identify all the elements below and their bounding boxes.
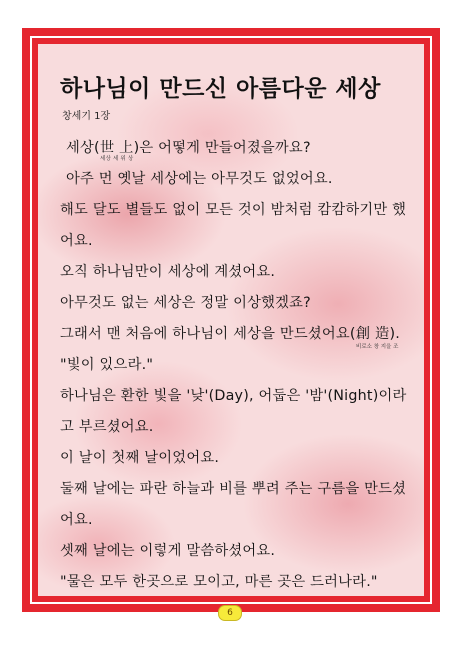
story-line-14: 셋째 날에는 이렇게 말씀하셨어요. (60, 543, 276, 559)
story-line-1 (66, 137, 311, 162)
story-line-7 (60, 323, 400, 343)
page-inner-border (30, 36, 432, 604)
hanja-world-text: 世 上 (99, 140, 134, 156)
story-line-9: 하나님은 환한 빛을 '낮'(Day), 어둡은 '밤'(Night)이라 (60, 388, 407, 404)
story-line-13: 어요. (60, 512, 93, 528)
story-line-15: "물은 모두 한곳으로 모이고, 마른 곳은 드러나라." (60, 574, 378, 590)
line-1-end: )은 어떻게 만들어졌을까요? (133, 140, 311, 156)
page-frame (22, 28, 440, 612)
chapter-reference: 창세기 1장 (62, 111, 111, 122)
story-line-2: 아주 먼 옛날 세상에는 아무것도 없었어요. (66, 171, 333, 187)
line-1-start: 세상( (66, 140, 100, 156)
story-line-12: 둘째 날에는 파란 하늘과 비를 뿌려 주는 구름을 만드셨 (60, 481, 407, 497)
story-line-3: 해도 달도 별들도 없이 모든 것이 밤처럼 캄캄하기만 했 (60, 202, 407, 218)
story-line-4: 어요. (60, 233, 93, 249)
story-line-5: 오직 하나님만이 세상에 계셨어요. (60, 264, 276, 280)
story-line-6: 아무것도 없는 세상은 정말 이상했겠죠? (60, 295, 311, 311)
story-line-10: 고 부르셨어요. (60, 419, 154, 435)
line-7-end: ). (389, 326, 400, 342)
page-number: 6 (218, 605, 242, 621)
story-line-11: 이 날이 첫째 날이었어요. (60, 450, 220, 466)
story-line-8: "빛이 있으라." (60, 357, 154, 373)
hanja-world-gloss: 세상 세 위 상 (99, 156, 134, 162)
story-paper (38, 44, 424, 596)
hanja-world (99, 137, 134, 162)
hanja-creation: 創 造 (355, 326, 390, 342)
story-title: 하나님이 만드신 아름다운 세상 (60, 76, 381, 102)
hanja-creation-gloss: 비로소 창 지을 조 (356, 344, 399, 350)
line-7-start: 그래서 맨 처음에 하나님이 세상을 만드셨어요( (60, 326, 356, 342)
